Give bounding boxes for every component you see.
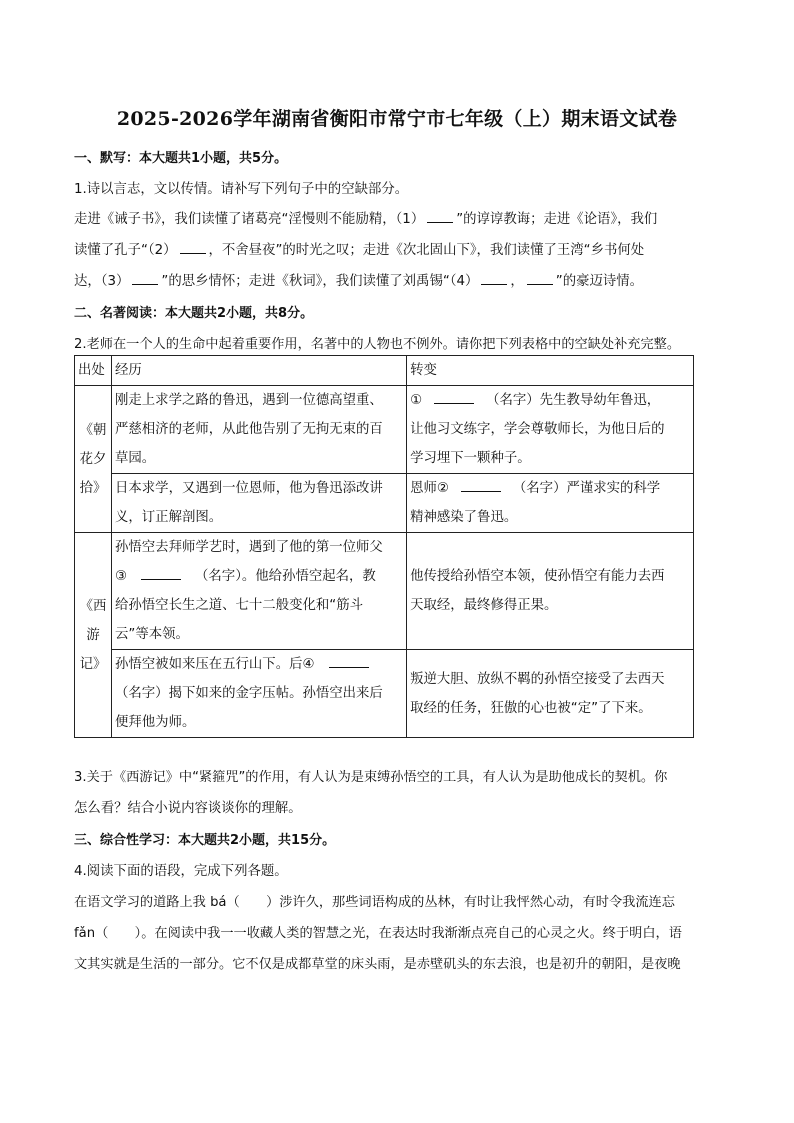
- cell-text: （名字）先生教导幼年鲁迅，: [486, 393, 661, 408]
- cell-line: 学习埋下一颗种子。: [410, 451, 531, 466]
- cell-line: 天取经，最终修得正果。: [410, 598, 558, 613]
- question-2-stem: 2.老师在一个人的生命中起着重要作用，名著中的人物也不例外。请你把下列表格中的空缺处补充完整。: [74, 337, 681, 352]
- cell-line: 取经的任务，狂傲的心也被“定”了下来。: [410, 700, 652, 716]
- q1-text: ，不舍昼夜”的时光之叹；走进《次北固山下》，我们读懂了王湾“乡书何处: [208, 243, 645, 258]
- cell-line: [410, 386, 690, 415]
- cell-text: 孙悟空被如来压在五行山下。后④: [115, 657, 315, 672]
- question-2-table: [74, 355, 694, 738]
- question-4-line-3: 文其实就是生活的一部分。它不仅是成都草堂的床头雨，是赤壁矶头的东去浪，也是初升的朝阳，是夜晚: [74, 957, 681, 972]
- book-source-1: [75, 386, 112, 533]
- question-1-line-1: [74, 208, 734, 227]
- table-header-experience: 经历: [112, 356, 407, 386]
- cell-line: [115, 562, 403, 591]
- q1-text: ”的谆谆教诲；走进《论语》，我们: [456, 212, 658, 227]
- cell-line: 他传授给孙悟空本领，使孙悟空有能力去西: [410, 569, 665, 584]
- table-header-source: 出处: [75, 356, 112, 386]
- table-header-change: 转变: [407, 356, 694, 386]
- section-heading-3: 三、综合性学习：本大题共2小题，共15分。: [74, 833, 336, 848]
- q1-text: 走进《诫子书》，我们读懂了诸葛亮“淫慢则不能励精，（1）: [74, 212, 425, 227]
- cell-text: （名字）严谨求实的科学: [512, 481, 661, 496]
- section-heading-1: 一、默写：本大题共1小题，共5分。: [74, 151, 288, 166]
- q1-text: 读懂了孔子“（2）: [74, 243, 177, 258]
- book-source-2: [75, 533, 112, 738]
- cell-text: ①: [410, 393, 423, 408]
- question-3-line-2: 怎么看？结合小说内容谈谈你的理解。: [74, 801, 302, 816]
- cell-line: 刚走上求学之路的鲁迅，遇到一位德高望重、: [115, 393, 383, 408]
- book-title: 《朝花夕拾》: [79, 422, 107, 496]
- question-1-line-3: [74, 270, 734, 289]
- answer-blank-3[interactable]: [132, 272, 158, 285]
- table-cell: [112, 533, 407, 650]
- answer-blank-1[interactable]: [427, 210, 453, 223]
- table-cell: [112, 474, 407, 533]
- cell-line: 让他习文练字，学会尊敬师长，为他日后的: [410, 422, 665, 437]
- question-4-stem: 4.阅读下面的语段，完成下列各题。: [74, 864, 288, 879]
- answer-blank-table-1[interactable]: [434, 391, 474, 404]
- q1-text: ，: [510, 274, 524, 289]
- answer-blank-table-4[interactable]: [329, 655, 369, 668]
- answer-blank-4a[interactable]: [481, 272, 507, 285]
- book-title: 《西游记》: [79, 598, 107, 672]
- table-cell: [407, 474, 694, 533]
- cell-line: [115, 650, 403, 679]
- question-1-stem: 1.诗以言志，文以传情。请补写下列句子中的空缺部分。: [74, 182, 409, 197]
- q1-text: ”的豪迈诗情。: [555, 274, 644, 289]
- cell-text: （名字）。他给孙悟空起名，教: [195, 569, 376, 584]
- exam-title: 2025-2026学年湖南省衡阳市常宁市七年级（上）期末语文试卷: [116, 108, 678, 130]
- q1-text: ”的思乡情怀；走进《秋词》，我们读懂了刘禹锡“（4）: [161, 274, 479, 289]
- table-cell: [112, 386, 407, 474]
- table-cell: [407, 533, 694, 650]
- cell-line: 云”等本领。: [115, 627, 189, 642]
- answer-blank-table-2[interactable]: [461, 479, 501, 492]
- q1-text: 达，（3）: [74, 274, 130, 289]
- cell-line: 精神感染了鲁迅。: [410, 510, 518, 525]
- cell-line: 叛逆大胆、放纵不羁的孙悟空接受了去西天: [410, 671, 665, 687]
- cell-text: 恩师②: [410, 481, 449, 496]
- question-4-line-2: fǎn（ ）。在阅读中我一一收藏人类的智慧之光，在表达时我渐渐点亮自己的心灵之火。终于明白，语: [74, 926, 682, 941]
- answer-blank-table-3[interactable]: [141, 567, 181, 580]
- table-cell: [407, 650, 694, 738]
- cell-line: 便拜他为师。: [115, 715, 196, 730]
- cell-text: ③: [115, 569, 128, 584]
- cell-line: （名字）揭下如来的金字压帖。孙悟空出来后: [115, 686, 383, 701]
- question-4-line-1: 在语文学习的道路上我 bá（ ）涉许久，那些词语构成的丛林，有时让我怦然心动，有时令我流连忘: [74, 895, 675, 910]
- table-cell: [407, 386, 694, 474]
- cell-line: 日本求学，又遇到一位恩师，他为鲁迅添改讲: [115, 481, 383, 496]
- cell-line: 给孙悟空长生之道、七十二般变化和“筋斗: [115, 598, 363, 613]
- cell-line: 孙悟空去拜师学艺时，遇到了他的第一位师父: [115, 540, 383, 555]
- question-1-line-2: [74, 239, 734, 258]
- cell-line: [410, 474, 690, 503]
- cell-line: 义，订正解剖图。: [115, 510, 223, 525]
- answer-blank-4b[interactable]: [527, 272, 553, 285]
- cell-line: 严慈相济的老师，从此他告别了无拘无束的百: [115, 422, 383, 437]
- section-heading-2: 二、名著阅读：本大题共2小题，共8分。: [74, 306, 314, 321]
- question-3-line-1: 3.关于《西游记》中“紧箍咒”的作用，有人认为是束缚孙悟空的工具，有人认为是助他成长的契机。你: [74, 770, 668, 785]
- cell-line: 草园。: [115, 451, 156, 466]
- table-cell: [112, 650, 407, 738]
- answer-blank-2[interactable]: [180, 241, 206, 254]
